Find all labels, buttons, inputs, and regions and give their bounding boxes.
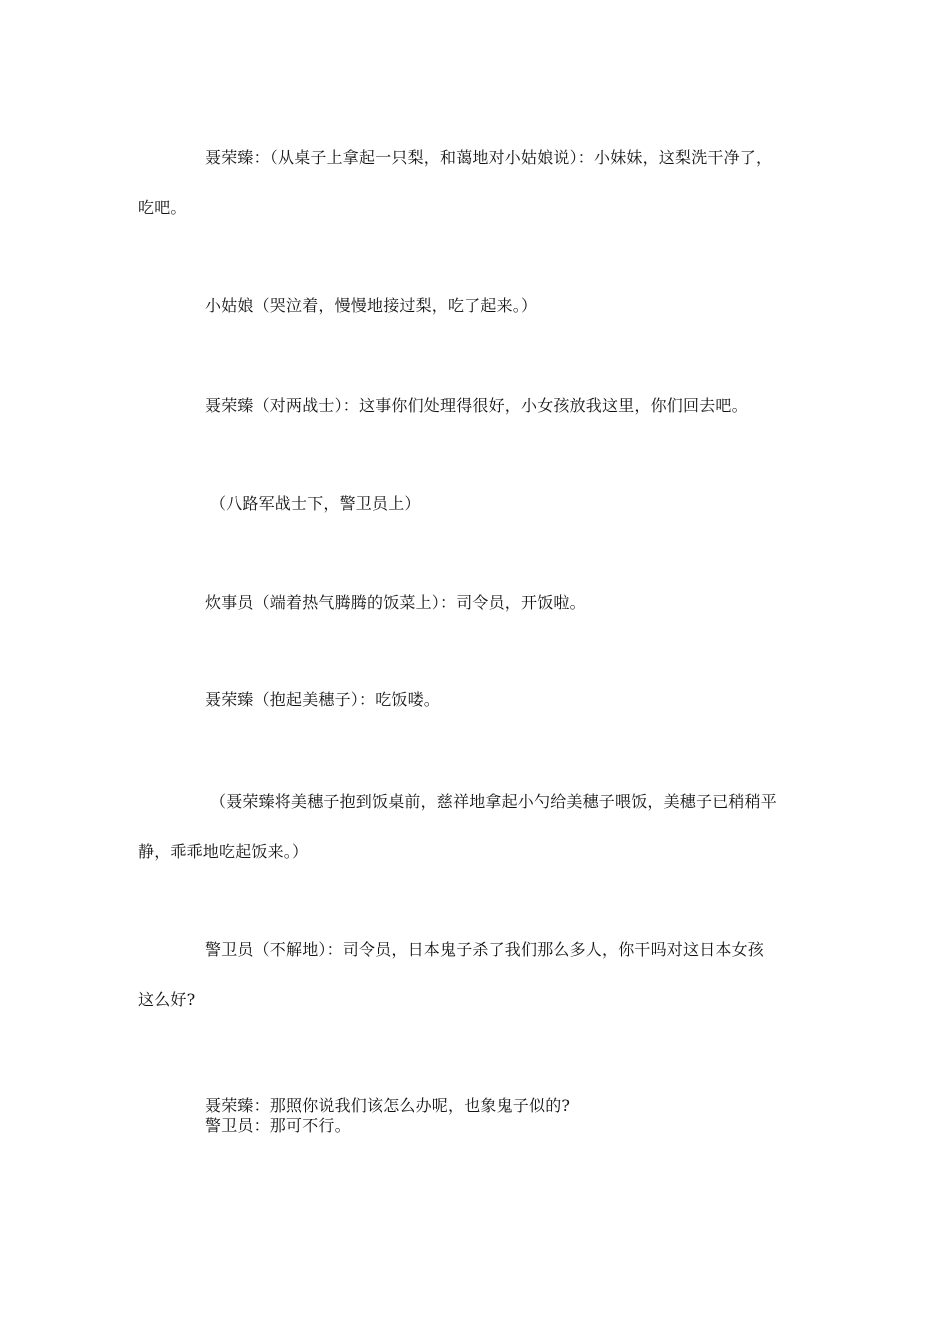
text-line: （聂荣臻将美穗子抱到饭桌前，慈祥地拿起小勺给美穗子喂饭，美穗子已稍稍平 — [210, 792, 778, 811]
text-line: 聂荣臻：那照你说我们该怎么办呢，也象鬼子似的? — [205, 1096, 571, 1115]
text-line: 小姑娘（哭泣着，慢慢地接过梨，吃了起来。） — [205, 296, 538, 315]
text-line: （八路军战士下，警卫员上） — [210, 494, 421, 513]
text-line: 吃吧。 — [138, 198, 187, 217]
text-line: 警卫员（不解地）：司令员，日本鬼子杀了我们那么多人，你干吗对这日本女孩 — [205, 940, 765, 959]
text-line: 聂荣臻（对两战士）：这事你们处理得很好，小女孩放我这里，你们回去吧。 — [205, 396, 748, 415]
text-line: 聂荣臻（抱起美穗子）：吃饭喽。 — [205, 690, 441, 709]
text-line: 这么好? — [138, 990, 196, 1009]
text-line: 聂荣臻：（从桌子上拿起一只梨，和蔼地对小姑娘说）：小妹妹，这梨洗干净了， — [205, 148, 773, 167]
text-line: 炊事员（端着热气腾腾的饭菜上）：司令员，开饭啦。 — [205, 593, 586, 612]
text-line: 警卫员：那可不行。 — [205, 1116, 351, 1135]
text-line: 静，乖乖地吃起饭来。） — [138, 842, 309, 861]
